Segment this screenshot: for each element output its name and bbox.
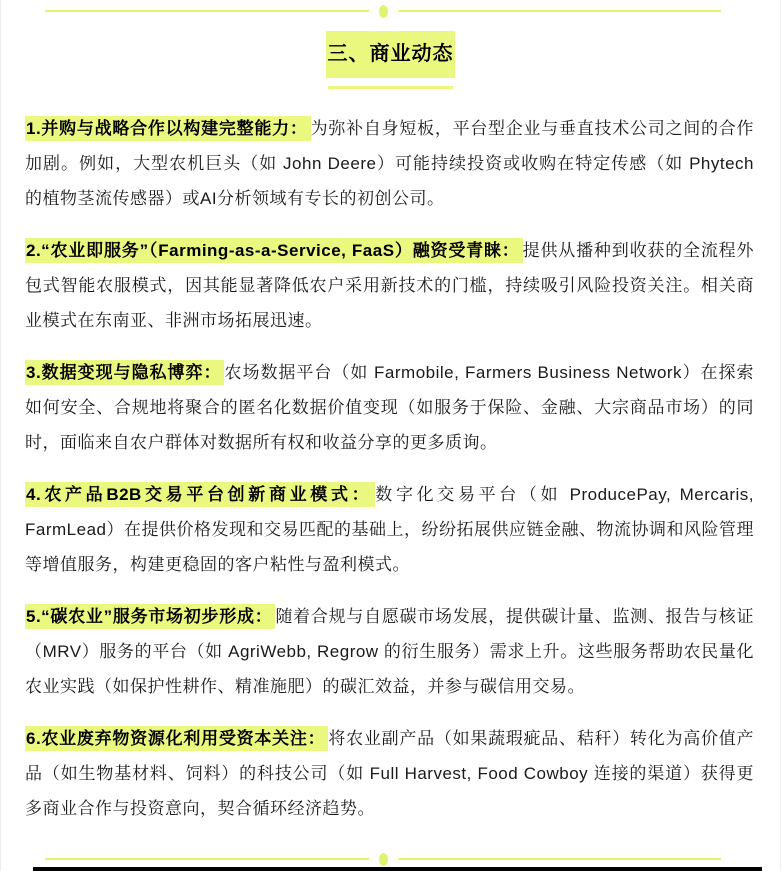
- divider-line-left: [45, 858, 369, 860]
- item-3-body-text: 农场数据平台（如 Farmobile, Farmers Business Network）在探索如何安全、合规地将聚合的匿名化数据价值变现（如服务于保险、金融、大宗商品市场）的同时，面临来自农户群体对数据所有权和收益分享的更多质询。: [25, 363, 754, 452]
- business-item-5: [25, 599, 754, 704]
- section-divider-top: [45, 4, 721, 18]
- business-item-6: [25, 721, 754, 826]
- divider-line-left: [45, 10, 369, 12]
- item-4-lead-highlight: 4.农产品B2B交易平台创新商业模式：: [25, 482, 375, 507]
- item-2-lead-highlight: 2.“农业即服务”（Farming-as-a-Service, FaaS）融资受青睐：: [25, 238, 523, 263]
- divider-dot-icon: [379, 853, 388, 866]
- item-1-lead-highlight: 1.并购与战略合作以构建完整能力：: [25, 116, 311, 141]
- business-item-2: [25, 233, 754, 338]
- item-6-lead-highlight: 6.农业废弃物资源化利用受资本关注：: [25, 726, 328, 751]
- item-3-lead-highlight: 3.数据变现与隐私博弈：: [25, 360, 224, 385]
- business-item-4: [25, 477, 754, 582]
- item-6-body-text: 将农业副产品（如果蔬瑕疵品、秸秆）转化为高价值产品（如生物基材料、饲料）的科技公司（如 Full Harvest, Food Cowboy 连接的渠道）获得更多商业合作与投资意向，契合循环经济趋势。: [25, 729, 755, 818]
- item-5-lead-highlight: 5.“碳农业”服务市场初步形成：: [25, 604, 275, 629]
- item-5-body-text: 随着合规与自愿碳市场发展，提供碳计量、监测、报告与核证（MRV）服务的平台（如 AgriWebb, Regrow 的衍生服务）需求上升。这些服务帮助农民量化农业实践（如保护性耕作、精准施肥）的碳汇效益，并参与碳信用交易。: [25, 607, 754, 696]
- item-2-body-text: 提供从播种到收获的全流程外包式智能农服模式，因其能显著降低农户采用新技术的门槛，持续吸引风险投资关注。相关商业模式在东南亚、非洲市场拓展迅速。: [25, 241, 755, 330]
- page-bottom-edge: [33, 867, 762, 871]
- business-item-3: [25, 355, 754, 460]
- item-4-body-text: 数字化交易平台（如 ProducePay, Mercaris, FarmLead）在提供价格发现和交易匹配的基础上，纷纷拓展供应链金融、物流协调和风险管理等增值服务，构建更稳固的客户粘性与盈利模式。: [25, 485, 754, 574]
- divider-line-right: [398, 858, 722, 860]
- item-1-body-text: 为弥补自身短板，平台型企业与垂直技术公司之间的合作加剧。例如，大型农机巨头（如 John Deere）可能持续投资或收购在特定传感（如 Phytech 的植物茎流传感器）或AI分析领域有专长的初创公司。: [25, 119, 754, 208]
- section-title: 三、商业动态: [326, 31, 455, 78]
- divider-dot-icon: [379, 5, 388, 18]
- divider-line-right: [398, 10, 722, 12]
- section-divider-bottom: [45, 852, 721, 866]
- business-item-1: [25, 111, 754, 216]
- section-content: [1, 89, 780, 826]
